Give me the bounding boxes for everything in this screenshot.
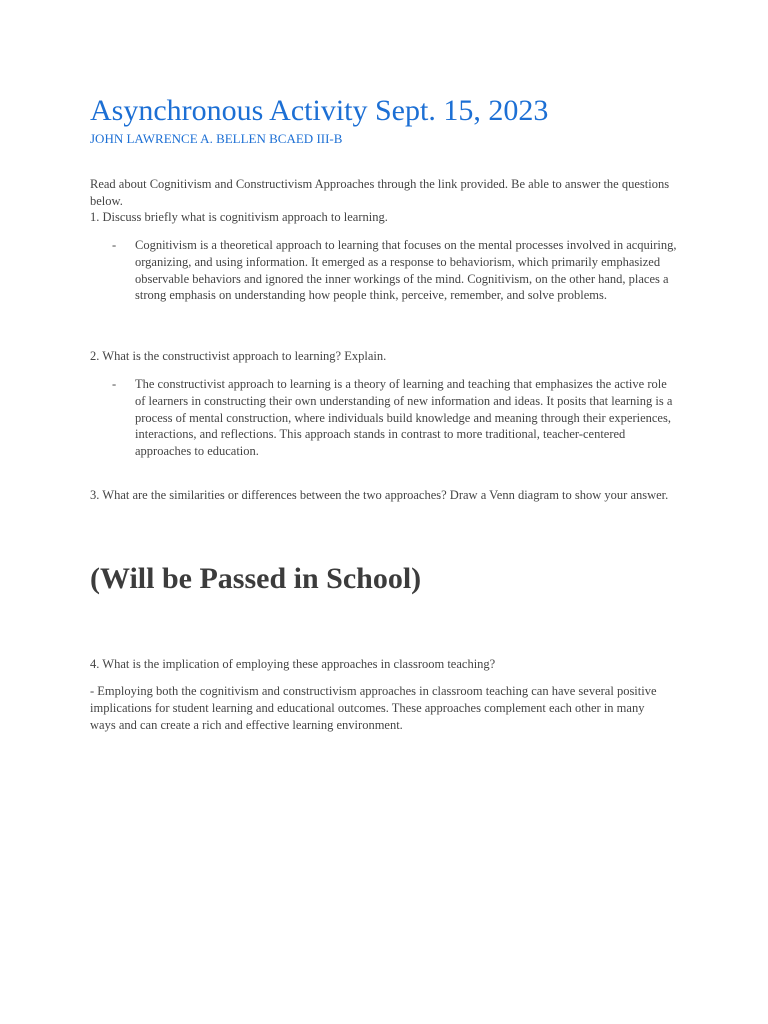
bullet-dash: - (112, 238, 117, 252)
instructions-paragraph: Read about Cognitivism and Constructivism Approaches through the link provided. Be able to answer the questions below. (90, 177, 670, 208)
bullet-dash: - (112, 377, 117, 391)
pass-in-school-note: (Will be Passed in School) (90, 562, 422, 595)
question-4-answer: - Employing both the cognitivism and constructivism approaches in classroom teaching can have several positive implications for student learning and educational outcomes. These approaches complement each other in many ways and can create a rich and effective learning environment. (90, 684, 657, 732)
question-2-answer (112, 376, 677, 460)
answer-text: Cognitivism is a theoretical approach to learning that focuses on the mental processes involved in acquiring, organizing, and using information. It emerged as a response to behaviorism, which primarily emphasized observable behaviors and ignored the inner workings of the mind. Cognitivism, on the other hand, places a strong emphasis on understanding how people think, perceive, remember, and solve problems. (135, 238, 677, 303)
question-1-prompt: 1. Discuss briefly what is cognitivism approach to learning. (90, 210, 388, 224)
answer-text: The constructivist approach to learning is a theory of learning and teaching that emphasizes the active role of learners in constructing their own understanding of new information and ideas. It posits that learning is a process of mental construction, where individuals build knowledge and meaning through their experiences, interactions, and reflections. This approach stands in contrast to more traditional, teacher-centered approaches to education. (135, 377, 673, 459)
question-4-prompt: 4. What is the implication of employing these approaches in classroom teaching? (90, 657, 496, 671)
question-2-prompt: 2. What is the constructivist approach to learning? Explain. (90, 349, 387, 363)
author-line: JOHN LAWRENCE A. BELLEN BCAED III-B (90, 131, 343, 146)
document-title: Asynchronous Activity Sept. 15, 2023 (90, 94, 549, 127)
question-3-prompt: 3. What are the similarities or differences between the two approaches? Draw a Venn diagram to show your answer. (90, 488, 669, 502)
question-1-answer (112, 237, 677, 304)
